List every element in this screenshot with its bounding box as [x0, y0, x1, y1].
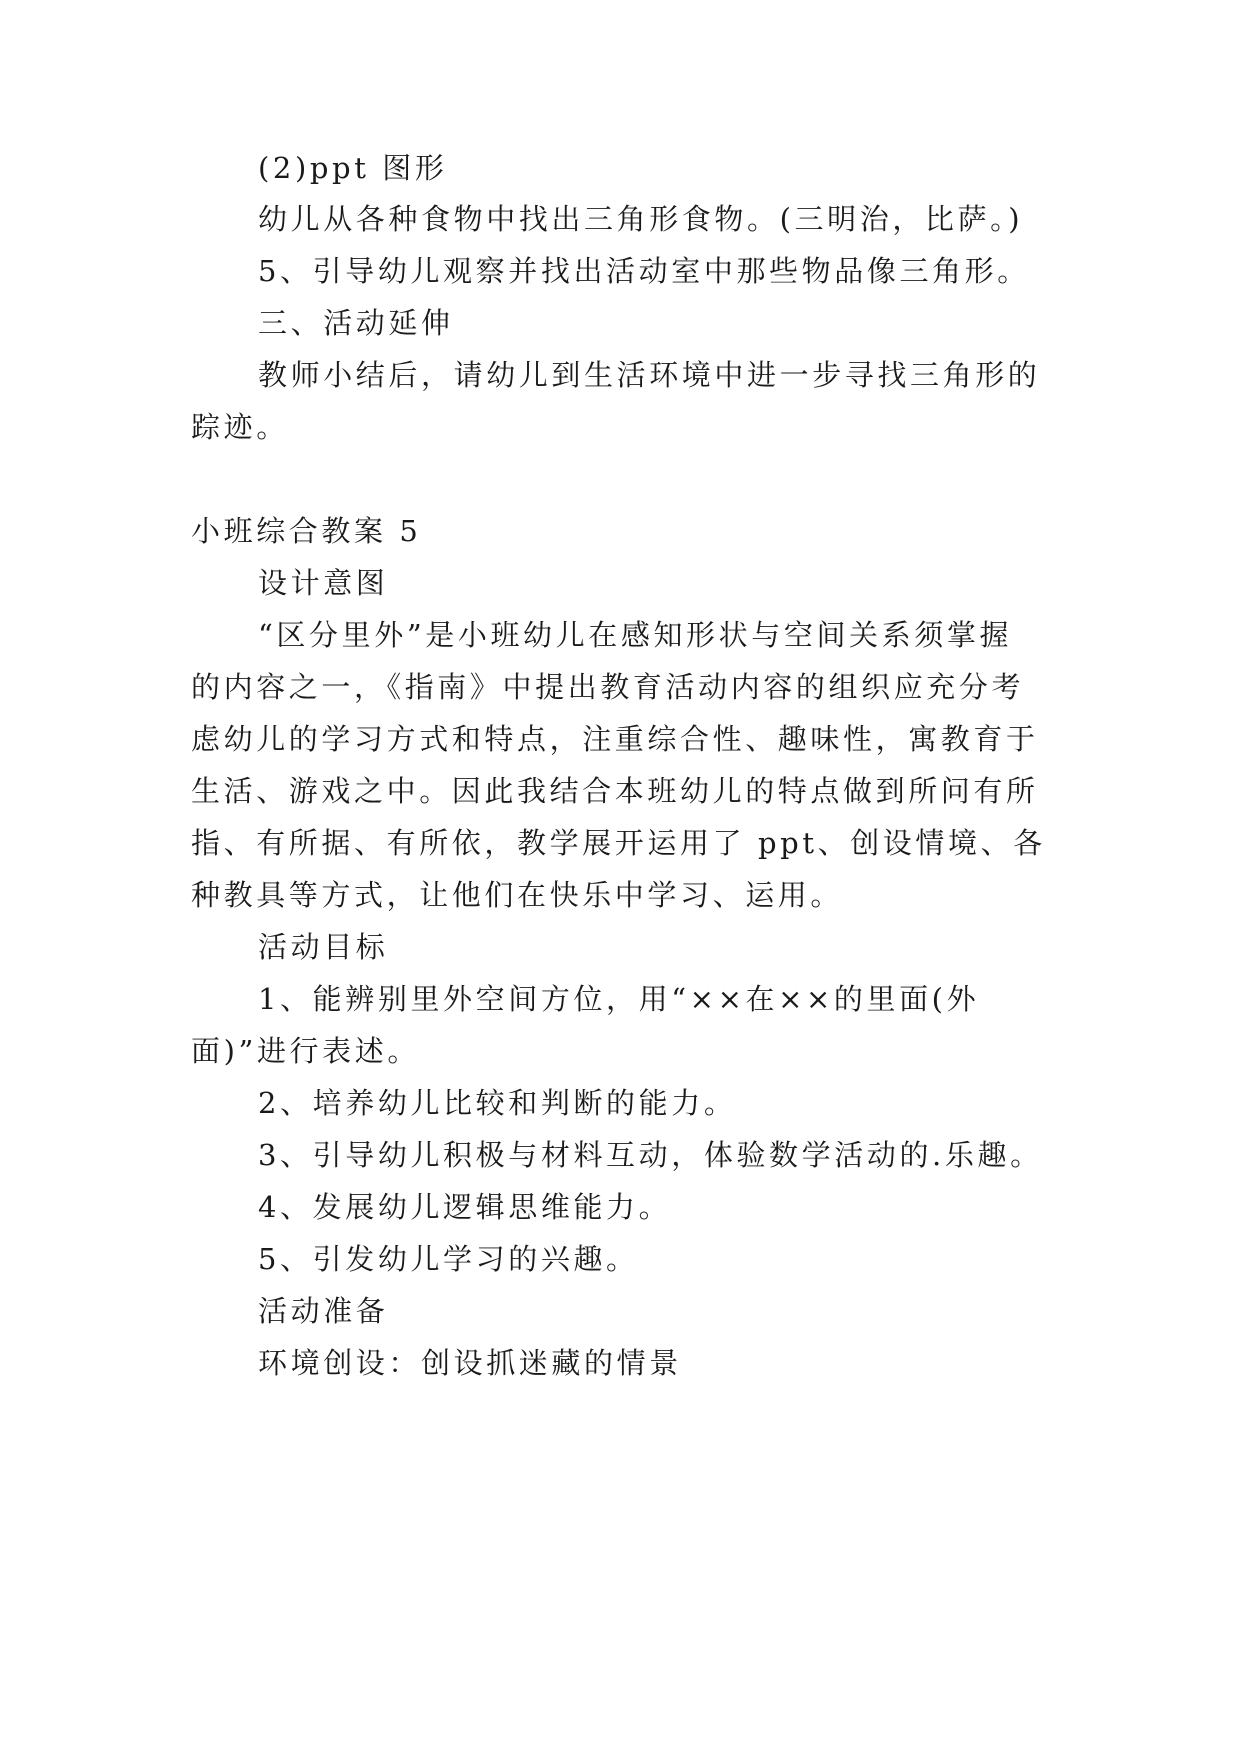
text-line: 虑幼儿的学习方式和特点，注重综合性、趣味性，寓教育于: [191, 722, 1039, 756]
text-line: 2、培养幼儿比较和判断的能力。: [258, 1086, 737, 1120]
text-line: 踪迹。: [191, 410, 289, 444]
text-line: 面)”进行表述。: [191, 1034, 420, 1068]
document-title: 小班综合教案 5: [191, 514, 422, 548]
text-line: 幼儿从各种食物中找出三角形食物。(三明治，比萨。): [258, 202, 1024, 236]
text-line: 的内容之一，《指南》中提出教育活动内容的组织应充分考: [191, 670, 1025, 704]
section-heading: 三、活动延伸: [258, 306, 454, 340]
text-line: 教师小结后，请幼儿到生活环境中进一步寻找三角形的: [258, 358, 1041, 392]
text-line: “区分里外”是小班幼儿在感知形状与空间关系须掌握: [258, 618, 1013, 652]
text-line: 指、有所据、有所依，教学展开运用了 ppt、创设情境、各: [191, 826, 1046, 860]
section-heading: 活动准备: [258, 1294, 389, 1328]
section-heading: 活动目标: [258, 930, 389, 964]
section-heading: 设计意图: [258, 566, 389, 600]
text-line: 5、引发幼儿学习的兴趣。: [258, 1242, 639, 1276]
text-line: 环境创设：创设抓迷藏的情景: [258, 1346, 682, 1380]
text-line: 3、引导幼儿积极与材料互动，体验数学活动的.乐趣。: [258, 1138, 1043, 1172]
text-line: (2)ppt 图形: [258, 151, 448, 185]
text-line: 1、能辨别里外空间方位，用“××在××的里面(外: [258, 982, 980, 1016]
text-line: 生活、游戏之中。因此我结合本班幼儿的特点做到所问有所: [191, 774, 1039, 808]
text-line: 种教具等方式，让他们在快乐中学习、运用。: [191, 878, 844, 912]
text-line: 5、引导幼儿观察并找出活动室中那些物品像三角形。: [258, 254, 1030, 288]
text-line: 4、发展幼儿逻辑思维能力。: [258, 1190, 672, 1224]
